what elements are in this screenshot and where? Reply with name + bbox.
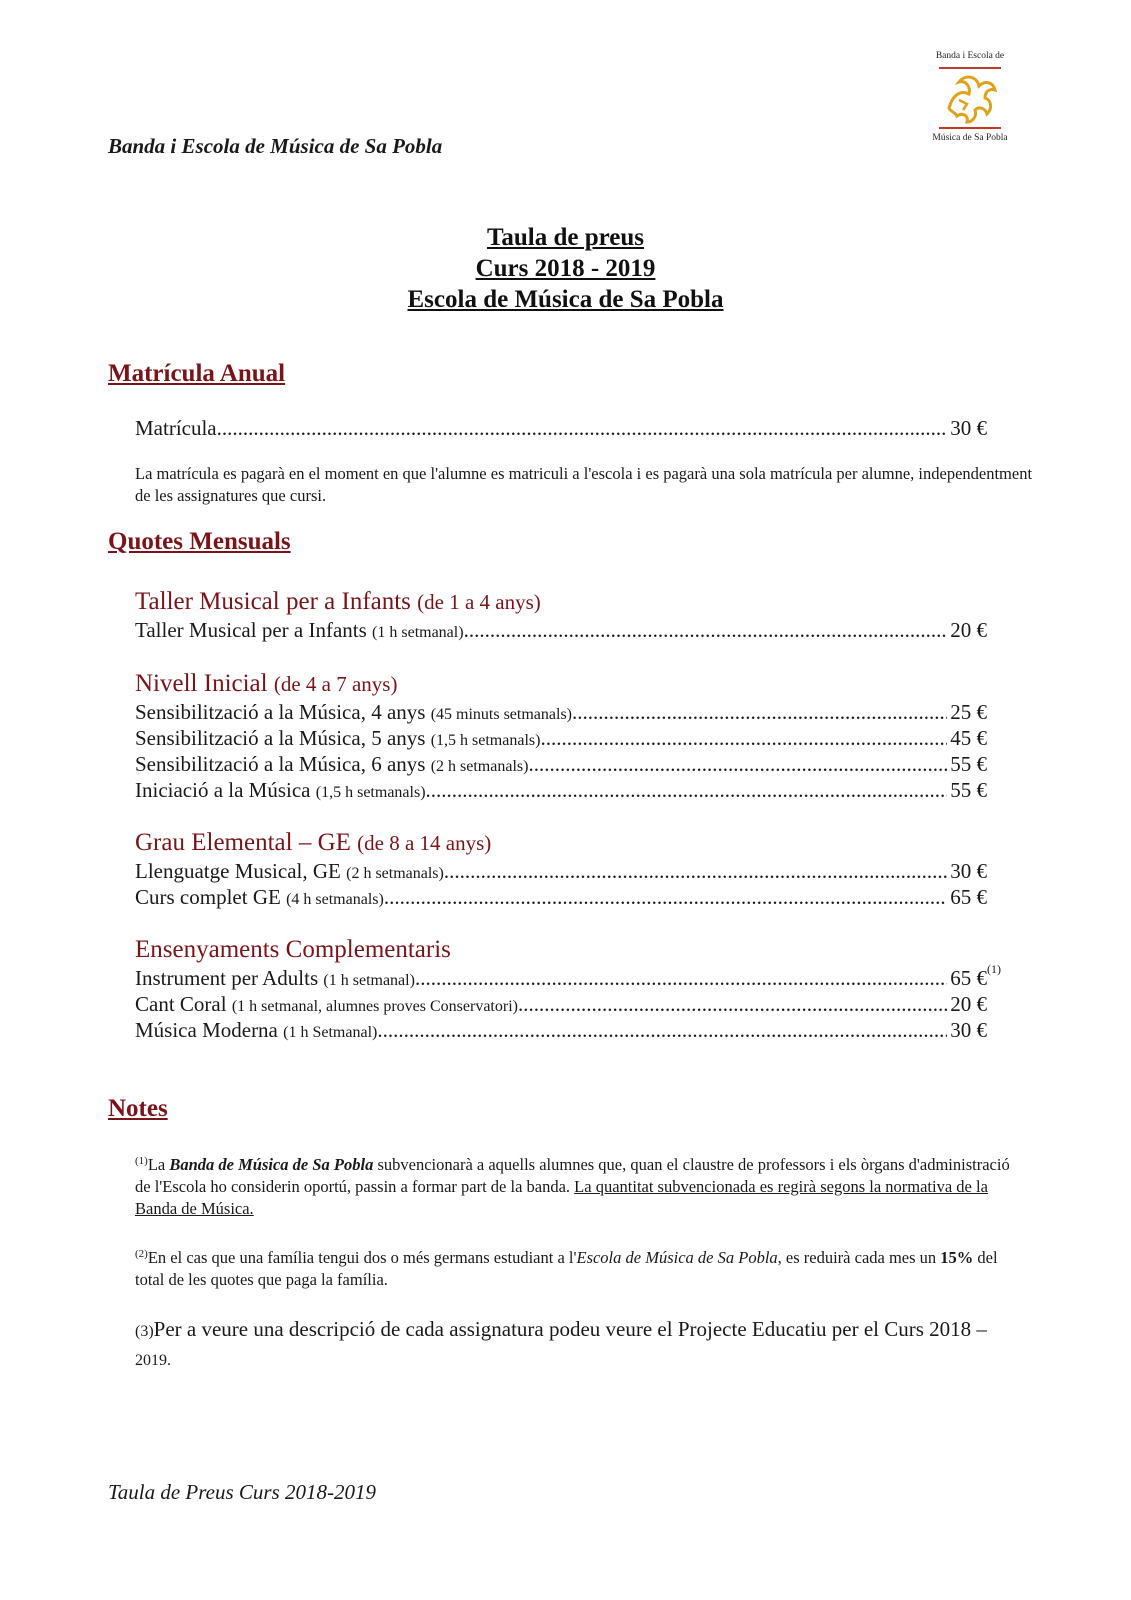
price-detail: (1 h setmanal) (372, 624, 464, 641)
leader-dots (415, 966, 947, 991)
price-detail: (1,5 h setmanals) (430, 732, 541, 749)
price-label: Sensibilització a la Música, 5 anys (1,5 h setmanals) (135, 726, 541, 750)
discount-percent: 15% (940, 1248, 974, 1267)
price-value: 20 € (950, 992, 987, 1016)
price-label: Taller Musical per a Infants (1 h setmanal) (135, 618, 464, 642)
subheading-taller (135, 588, 541, 616)
band-name: Banda de Música de Sa Pobla (169, 1155, 374, 1174)
note-3: (3)Per a veure una descripció de cada assignatura podeu veure el Projecte Educatiu per el Curs 2018 – 2019. (135, 1317, 987, 1369)
price-value: 55 € (950, 752, 987, 776)
price-label: Iniciació a la Música (1,5 h setmanals) (135, 778, 426, 802)
price-detail: (1 h setmanal, alumnes proves Conservatori) (231, 998, 518, 1015)
price-detail: (2 h setmanals) (430, 758, 529, 775)
note-1: $^{(1)}$La Banda de Música de Sa Pobla subvencionarà a aquells alumnes que, quan el claustre de professors i els òrgans d'administració de l'Escola ho considerin oportú, passin a formar part de la banda. La quantitat subvencionada es regirà segons la normativa de la Banda de Música. (135, 1155, 1010, 1218)
leader-dots (572, 700, 947, 725)
price-detail: (2 h setmanals) (346, 865, 444, 882)
title-line-2: Curs 2018 - 2019 (475, 255, 656, 282)
price-label: Instrument per Adults (1 h setmanal) (135, 966, 415, 990)
price-value: 25 € (950, 700, 987, 724)
subheading-title: Nivell Inicial (135, 670, 268, 697)
price-value: 30 € (950, 859, 987, 883)
price-value: 20 € (950, 618, 987, 642)
subheading-elemental (135, 829, 491, 857)
subheading-range: (de 1 a 4 anys) (417, 590, 541, 614)
price-row (135, 618, 987, 643)
price-detail: (4 h setmanals) (286, 891, 384, 908)
price-row (135, 1018, 987, 1043)
leader-dots (426, 778, 947, 803)
price-row-matricula (135, 416, 987, 441)
subheading-title: Ensenyaments Complementaris (135, 936, 451, 963)
price-label: Sensibilització a la Música, 4 anys (45 minuts setmanals) (135, 700, 572, 724)
leader-dots (464, 618, 947, 643)
price-value: 30 € (950, 416, 987, 440)
note-2: $^{(2)}$En el cas que una família tengui dos o més germans estudiant a l'Escola de Música de Sa Pobla, es reduirà cada mes un 15% del total de les quotes que paga la família. (135, 1248, 998, 1289)
leader-dots (384, 885, 947, 910)
leader-dots (444, 859, 947, 884)
price-row (135, 778, 987, 803)
leader-dots (528, 752, 947, 777)
price-value: 55 € (950, 778, 987, 802)
logo-bottom-text: Música de Sa Pobla (932, 133, 1008, 143)
price-label: Curs complet GE (4 h setmanals) (135, 885, 384, 909)
subheading-inicial (135, 670, 397, 698)
price-label: Cant Coral (1 h setmanal, alumnes proves Conservatori) (135, 992, 518, 1016)
price-detail: (1,5 h setmanals) (315, 784, 426, 801)
price-value: 65 € (950, 966, 987, 990)
price-value: 65 € (950, 885, 987, 909)
price-row (135, 700, 987, 725)
school-name: Escola de Música de Sa Pobla (576, 1248, 778, 1267)
note-1-underlined: La quantitat subvencionada es regirà segons la normativa de la Banda de Música. (135, 1177, 988, 1218)
section-heading-matricula: Matrícula Anual (108, 360, 286, 387)
price-label: Matrícula (135, 416, 217, 440)
price-row (135, 859, 987, 884)
price-row (135, 992, 987, 1017)
price-detail: (45 minuts setmanals) (430, 706, 572, 723)
price-row (135, 726, 987, 751)
section-heading-notes: Notes (108, 1095, 168, 1122)
leader-dots (518, 992, 947, 1017)
subheading-title: Taller Musical per a Infants (135, 588, 411, 615)
subheading-range: (de 8 a 14 anys) (357, 831, 492, 855)
price-label: Sensibilització a la Música, 6 anys (2 h setmanals) (135, 752, 529, 776)
price-detail: (1 h Setmanal) (283, 1024, 378, 1041)
price-detail: (1 h setmanal) (323, 972, 415, 989)
leader-dots (377, 1018, 947, 1043)
subheading-complementaris (135, 936, 451, 964)
title-line-3: Escola de Música de Sa Pobla (407, 286, 724, 313)
griffin-logo-icon (935, 64, 1005, 132)
section-heading-quotes: Quotes Mensuals (108, 528, 291, 555)
logo-top-text: Banda i Escola de (935, 51, 1005, 61)
footnote-marker: (1) (135, 1155, 148, 1167)
matricula-note: La matrícula es pagarà en el moment en que l'alumne es matriculi a l'escola i es pagarà una sola matrícula per alumne, independentment de les assignatures que cursi. (135, 464, 1033, 505)
price-row (135, 962, 1001, 991)
title-line-1: Taula de preus (486, 224, 644, 251)
page-footer: Taula de Preus Curs 2018-2019 (108, 1480, 376, 1504)
footnote-marker: (3) (135, 1323, 154, 1340)
footnote-marker: (1) (987, 962, 1001, 976)
price-label: Llenguatge Musical, GE (2 h setmanals) (135, 859, 444, 883)
school-logo (925, 48, 1015, 148)
subheading-title: Grau Elemental – GE (135, 829, 351, 856)
price-label: Música Moderna (1 h Setmanal) (135, 1018, 378, 1042)
header-org-name: Banda i Escola de Música de Sa Pobla (108, 134, 443, 158)
leader-dots (540, 726, 947, 751)
price-value: 45 € (950, 726, 987, 750)
leader-dots (217, 416, 947, 441)
subheading-range: (de 4 a 7 anys) (273, 672, 398, 696)
price-row (135, 885, 987, 910)
footnote-marker: (2) (135, 1248, 148, 1260)
price-value: 30 € (950, 1018, 987, 1042)
price-row (135, 752, 987, 777)
document-title (0, 222, 1131, 315)
